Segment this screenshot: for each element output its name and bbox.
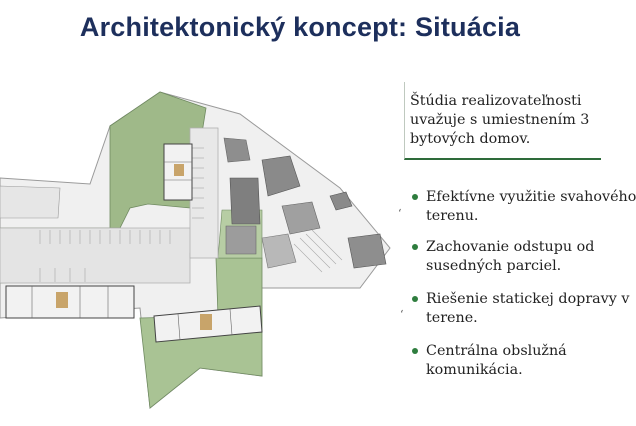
bullet-list xyxy=(406,188,636,380)
stray-mark: ‘ xyxy=(398,207,402,220)
bullet-text: Centrálna obslužná xyxy=(426,343,567,359)
bullet-text: Zachovanie odstupu od xyxy=(426,239,595,255)
neighbor-building xyxy=(224,138,250,162)
bullet-text: terenu. xyxy=(426,208,479,224)
neighbor-building xyxy=(230,178,260,224)
neighbor-building xyxy=(0,186,60,218)
bullet-text: Efektívne využitie svahového xyxy=(426,189,636,205)
apartment-building-1 xyxy=(164,144,192,200)
slide-title: Architektonický koncept: Situácia xyxy=(79,12,521,42)
neighbor-building xyxy=(348,234,386,268)
bullet-item xyxy=(406,238,600,276)
stray-mark: ‘ xyxy=(400,308,404,321)
bullet-text: susedných parciel. xyxy=(426,258,562,274)
bullet-text: terene. xyxy=(426,310,478,326)
bullet-text: Riešenie statickej dopravy v xyxy=(426,291,630,307)
bullet-text: komunikácia. xyxy=(426,362,523,378)
central-road xyxy=(0,228,215,283)
bullet-item xyxy=(406,342,600,380)
road-north xyxy=(190,128,218,258)
bullet-dot xyxy=(412,296,418,302)
bullet-item xyxy=(406,290,630,328)
bullet-dot xyxy=(412,348,418,354)
apartment-building-2 xyxy=(6,286,134,318)
bullet-dot xyxy=(412,244,418,250)
bullet-dot xyxy=(412,194,418,200)
neighbor-building xyxy=(226,226,256,254)
bullet-item xyxy=(406,188,636,226)
site-plan xyxy=(0,78,400,408)
intro-text: Štúdia realizovateľnosti uvažuje s umiestnením 3 bytových domov. xyxy=(410,93,590,147)
